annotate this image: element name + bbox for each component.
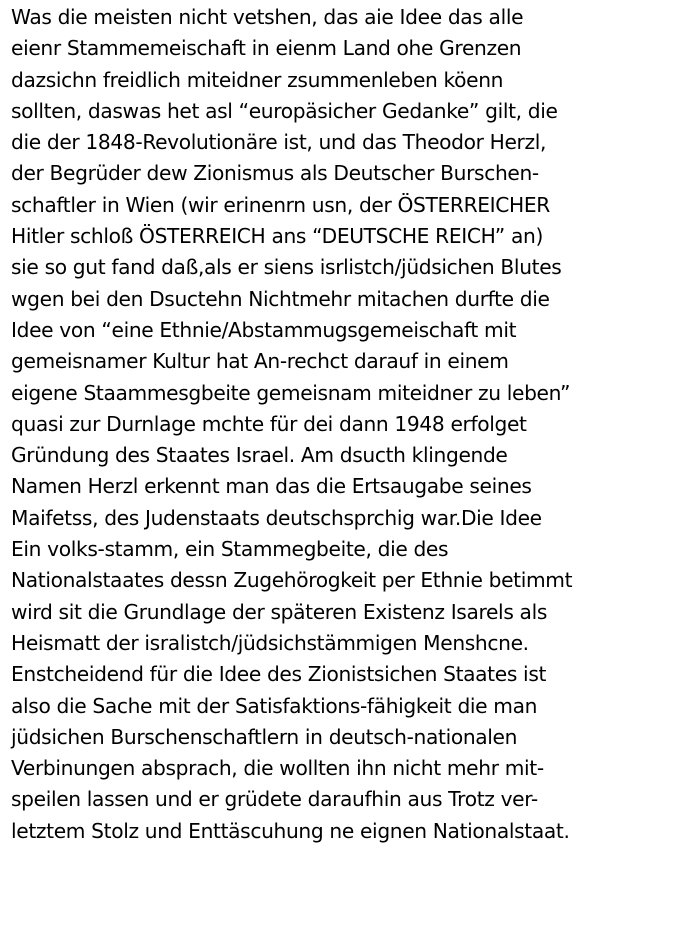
text-line: Nationalstaates dessn Zugehörogkeit per Ethnie betimmt — [11, 568, 573, 593]
text-line: Hitler schloß ÖSTERREICH ans “DEUTSCHE REICH” an) — [11, 224, 543, 249]
text-line: speilen lassen und er grüdete daraufhin aus Trotz ver- — [11, 787, 538, 812]
text-line: Was die meisten nicht vetshen, das aie Idee das alle — [11, 5, 524, 29]
text-line: Namen Herzl erkennt man das die Ertsaugabe seines — [11, 474, 532, 499]
text-line: sollten, daswas het asl “europäsicher Gedanke” gilt, die — [11, 98, 558, 123]
text-line: schaftler in Wien (wir erinenrn usn, der ÖSTERREICHER — [11, 192, 550, 217]
text-line: Maifetss, des Judenstaats deutschsprchig war.Die Idee — [11, 505, 542, 530]
text-line: quasi zur Durnlage mchte für dei dann 1948 erfolget — [11, 411, 527, 436]
text-line: Gründung des Staates Israel. Am dsucth klingende — [11, 443, 508, 468]
text-line: der Begrüder dew Zionismus als Deutscher Burschen- — [11, 161, 539, 186]
body-text — [11, 2, 681, 847]
text-line: letztem Stolz und Enttäscuhung ne eignen Nationalstaat. — [11, 818, 570, 843]
text-line: Verbinungen absprach, die wollten ihn nicht mehr mit- — [11, 756, 544, 781]
text-line: jüdsichen Burschenschaftlern in deutsch-nationalen — [11, 724, 518, 749]
text-line: Enstcheidend für die Idee des Zionistsichen Staates ist — [11, 662, 547, 687]
text-line: eigene Staammesgbeite gemeisnam miteidner zu leben” — [11, 380, 571, 405]
text-line: dazsichn freidlich miteidner zsummenleben köenn — [11, 67, 504, 92]
text-line: gemeisnamer Kultur hat An-rechct darauf in einem — [11, 349, 509, 374]
text-line: sie so gut fand daß,als er siens isrlistch/jüdsichen Blutes — [11, 255, 562, 280]
text-line: Heismatt der isralistch/jüdsichstämmigen Menshcne. — [11, 630, 529, 655]
text-line: Idee von “eine Ethnie/Abstammugsgemeischaft mit — [11, 317, 517, 342]
text-line: die der 1848-Revolutionäre ist, und das Theodor Herzl, — [11, 130, 547, 155]
text-line: wird sit die Grundlage der späteren Existenz Isarels als — [11, 599, 547, 624]
text-line: wgen bei den Dsuctehn Nichtmehr mitachen durfte die — [11, 286, 550, 311]
text-line: eienr Stammemeischaft in eienm Land ohe Grenzen — [11, 36, 522, 61]
text-line: also die Sache mit der Satisfaktions-fähigkeit die man — [11, 693, 538, 718]
text-line: Ein volks-stamm, ein Stammegbeite, die des — [11, 537, 449, 562]
